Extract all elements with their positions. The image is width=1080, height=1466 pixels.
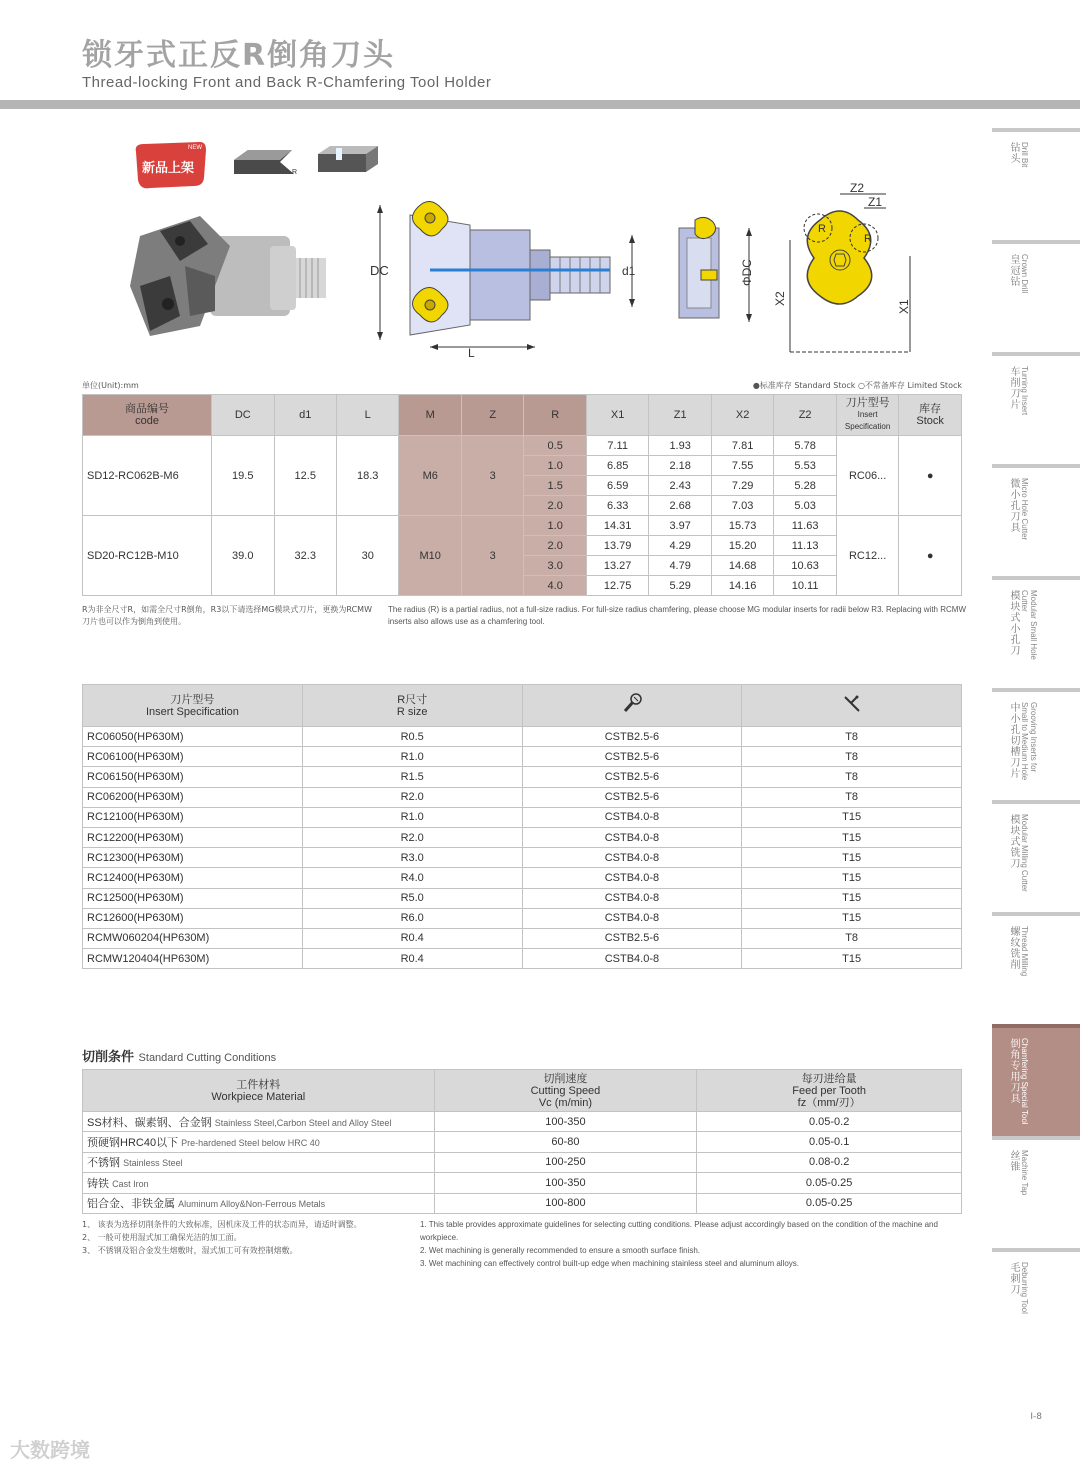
x2-value: 14.68 [711,556,773,576]
insert-profile-icon [316,144,380,174]
chamfer-profile-icon [232,144,298,176]
r-size: R5.0 [302,888,522,908]
z2-value: 5.78 [774,436,836,456]
tool-side-drawing [370,195,650,360]
table-row [83,767,962,787]
side-nav-label-en: Drill Bit [1020,142,1029,168]
stock-value: ● [899,516,962,596]
insert-spec: RC06200(HP630M) [83,787,303,807]
z2-value: 5.28 [774,476,836,496]
r-value: 4.0 [524,576,586,596]
svg-text:X2: X2 [773,291,787,306]
side-nav-label-zh: 模块式小孔刀 [1008,590,1019,656]
cutting-speed: 100-350 [434,1173,697,1193]
material-en: Stainless Steel,Carbon Steel and Alloy Steel [214,1117,392,1128]
feed-per-tooth: 0.05-0.1 [697,1132,962,1152]
workpiece-material [83,1173,435,1193]
material-en: Pre-hardened Steel below HRC 40 [181,1138,320,1149]
r-value: 1.5 [524,476,586,496]
screw-spec: CSTB4.0-8 [522,888,742,908]
r-size: R0.5 [302,727,522,747]
material-zh: 不锈钢 [87,1157,120,1170]
product-code: SD20-RC12B-M10 [83,516,212,596]
side-nav-item[interactable] [992,800,1080,896]
side-nav-label-zh: 模块式铣刀 [1008,814,1019,869]
key-spec: T8 [742,767,962,787]
z1-value: 1.93 [649,436,711,456]
header-x2: X2 [711,395,773,436]
header-divider [0,100,1080,109]
d1-value: 32.3 [274,516,336,596]
z1-value: 3.97 [649,516,711,536]
side-nav-label-en: Grooving Inserts for Small to Medium Hole [1020,702,1038,781]
conditions-notes-zh [82,1218,412,1257]
workpiece-material [83,1112,435,1132]
note-line: 3、 不锈钢及铝合金发生熔敷时，湿式加工可有效控制熔敷。 [82,1246,298,1255]
screw-spec: CSTB4.0-8 [522,807,742,827]
screw-spec: CSTB4.0-8 [522,827,742,847]
svg-text:X1: X1 [897,299,911,314]
svg-text:Z2: Z2 [850,181,865,195]
workpiece-material [83,1193,435,1213]
side-nav-item[interactable] [992,576,1080,672]
key-spec: T15 [742,848,962,868]
svg-text:R: R [292,169,298,176]
side-nav-label-en: Modular Small Hole Cutter [1020,590,1038,660]
unit-label: 单位(Unit):mm [82,381,139,390]
x2-value: 15.20 [711,536,773,556]
header-workpiece: 工件材料 Workpiece Material [83,1070,435,1112]
header-r-size: R尺寸 R size [302,685,522,727]
radius-note-zh: R为非全尺寸R，如需全尺寸R倒角，R3以下请选择MG模块式刀片，更换为RCMW刀片也可以作为倒角到使用。 [82,605,372,626]
x1-value: 13.79 [586,536,648,556]
table-row [83,949,962,969]
cutting-speed: 100-250 [434,1152,697,1172]
insert-spec: RCMW060204(HP630M) [83,928,303,948]
header-r: R [524,395,586,436]
table-row [83,747,962,767]
side-nav-label-en: Micro Hole Cutter [1020,478,1029,541]
note-line: 2. Wet machining is generally recommended to ensure a smooth surface finish. [420,1246,700,1255]
key-spec: T15 [742,949,962,969]
stock-legend: ●标准库存 Standard Stock ○不常备库存 Limited Stock [752,381,962,390]
table-row [83,848,962,868]
x1-value: 6.33 [586,496,648,516]
side-nav-item[interactable] [992,688,1080,784]
table-header-row [83,1070,962,1112]
screw-spec: CSTB4.0-8 [522,848,742,868]
z1-value: 2.68 [649,496,711,516]
note-line: 1、 该表为选择切削条件的大致标准，因机床及工件的状态而异，请适时调整。 [82,1220,362,1229]
feed-per-tooth: 0.05-0.25 [697,1193,962,1213]
svg-text:ΦDC: ΦDC [740,259,754,286]
m-value: M6 [399,436,461,516]
side-nav-item[interactable] [992,1136,1080,1232]
page-header [0,0,1080,110]
header-l: L [336,395,398,436]
badge-text: 新品上架 [142,161,195,176]
table-row [83,908,962,928]
header-z: Z [461,395,523,436]
key-spec: T8 [742,727,962,747]
header-cutting-speed: 切削速度 Cutting Speed Vc (m/min) [434,1070,697,1112]
m-value: M10 [399,516,461,596]
side-nav-label-zh: 螺纹铣削 [1008,926,1019,970]
cutting-speed: 60-80 [434,1132,697,1152]
insert-value: RC12... [836,516,898,596]
side-nav-label-zh: 倒角专用刀具 [1008,1038,1019,1104]
header-m: M [399,395,461,436]
r-value: 2.0 [524,536,586,556]
workpiece-material [83,1132,435,1152]
z2-value: 11.13 [774,536,836,556]
material-zh: SS材料、碳素钢、合金钢 [87,1116,212,1129]
key-spec: T15 [742,827,962,847]
z1-value: 2.43 [649,476,711,496]
header-code: 商品编号 code [83,395,212,436]
key-spec: T8 [742,787,962,807]
page-number: I-8 [1030,1412,1042,1422]
material-en: Aluminum Alloy&Non-Ferrous Metals [178,1199,326,1210]
header-key [742,685,962,727]
insert-spec: RC06050(HP630M) [83,727,303,747]
screw-spec: CSTB2.5-6 [522,767,742,787]
svg-text:Z1: Z1 [868,195,883,209]
side-nav-label-zh: 毛刺刀 [1008,1262,1019,1295]
side-nav-label-zh: 钻头 [1008,142,1019,164]
svg-text:R: R [818,223,826,235]
z1-value: 4.79 [649,556,711,576]
dc-value: 19.5 [212,436,274,516]
r-value: 2.0 [524,496,586,516]
side-nav-label-en: Crown Drill [1020,254,1029,294]
header-feed: 每刃进给量 Feed per Tooth fz（mm/刃） [697,1070,962,1112]
insert-spec: RC06150(HP630M) [83,767,303,787]
header-z2: Z2 [774,395,836,436]
x2-value: 7.03 [711,496,773,516]
screw-spec: CSTB4.0-8 [522,868,742,888]
svg-text:DC: DC [370,263,389,278]
tool-section-drawing [665,210,775,335]
x2-value: 14.16 [711,576,773,596]
side-nav-item[interactable] [992,912,1080,1008]
r-size: R3.0 [302,848,522,868]
side-nav-label-zh: 丝锥 [1008,1150,1019,1172]
z2-value: 5.53 [774,456,836,476]
side-nav-label-en: Deburring Tool [1020,1262,1029,1314]
r-size: R2.0 [302,787,522,807]
screw-spec: CSTB4.0-8 [522,908,742,928]
screw-icon [621,693,643,715]
r-size: R0.4 [302,928,522,948]
insert-dimension-drawing [760,180,920,360]
table-row [83,1193,962,1213]
z1-value: 5.29 [649,576,711,596]
header-screw [522,685,742,727]
r-size: R6.0 [302,908,522,928]
insert-spec: RC12600(HP630M) [83,908,303,928]
table-row [83,868,962,888]
screw-spec: CSTB2.5-6 [522,928,742,948]
radius-note-en: The radius (R) is a partial radius, not a full-size radius. For full-size radius chamfering, please choose MG modular inserts for radii below R3. Replacing with RCMW inserts also allows use as a chamfering tool. [388,605,966,626]
side-nav-item[interactable] [992,464,1080,560]
workpiece-material [83,1152,435,1172]
r-size: R0.4 [302,949,522,969]
header-insert: 刀片型号 Insert Specification [836,395,898,436]
insert-spec: RC12100(HP630M) [83,807,303,827]
x1-value: 6.59 [586,476,648,496]
screw-spec: CSTB2.5-6 [522,727,742,747]
side-nav-item[interactable] [992,128,1080,224]
r-size: R2.0 [302,827,522,847]
key-spec: T15 [742,807,962,827]
z1-value: 2.18 [649,456,711,476]
key-spec: T15 [742,868,962,888]
side-nav-item[interactable] [992,1248,1080,1344]
material-en: Cast Iron [112,1178,149,1189]
z2-value: 10.11 [774,576,836,596]
note-line: 2、 一般可使用湿式加工确保光洁的加工面。 [82,1233,242,1242]
l-value: 30 [336,516,398,596]
insert-spec: RC06100(HP630M) [83,747,303,767]
table-row [83,436,962,456]
feed-per-tooth: 0.05-0.25 [697,1173,962,1193]
material-zh: 预硬钢HRC40以下 [87,1137,179,1150]
insert-spec: RC12400(HP630M) [83,868,303,888]
table-header-row [83,395,962,436]
table-row [83,807,962,827]
header-z1: Z1 [649,395,711,436]
table-row [83,827,962,847]
table-row [83,787,962,807]
insert-spec: RC12300(HP630M) [83,848,303,868]
x1-value: 7.11 [586,436,648,456]
z-value: 3 [461,436,523,516]
cutting-speed: 100-350 [434,1112,697,1132]
x1-value: 12.75 [586,576,648,596]
product-code: SD12-RC062B-M6 [83,436,212,516]
table-row [83,727,962,747]
r-value: 1.0 [524,516,586,536]
z-value: 3 [461,516,523,596]
material-en: Stainless Steel [123,1158,183,1169]
z1-value: 4.29 [649,536,711,556]
x1-value: 13.27 [586,556,648,576]
svg-text:R: R [864,233,872,245]
side-nav-label-zh: 皇冠钻 [1008,254,1019,287]
svg-text:L: L [468,346,475,360]
conditions-notes-en [420,1218,965,1270]
badge-new-text: NEW [188,145,202,151]
table-row [83,1132,962,1152]
side-nav-item[interactable] [992,352,1080,448]
dc-value: 39.0 [212,516,274,596]
side-nav-label-en: Thread Milling [1020,926,1029,977]
header-d1: d1 [274,395,336,436]
side-nav-item[interactable] [992,1024,1080,1136]
table-row [83,1112,962,1132]
side-nav-label-en: Modular Milling Cutter [1020,814,1029,892]
x2-value: 15.73 [711,516,773,536]
side-nav-label-zh: 微小孔刀具 [1008,478,1019,533]
cutting-speed: 100-800 [434,1193,697,1213]
x2-value: 7.55 [711,456,773,476]
r-size: R1.0 [302,807,522,827]
header-x1: X1 [586,395,648,436]
key-spec: T15 [742,888,962,908]
header-dc: DC [212,395,274,436]
x2-value: 7.81 [711,436,773,456]
r-size: R1.0 [302,747,522,767]
screw-spec: CSTB4.0-8 [522,949,742,969]
table-header-row [83,685,962,727]
cutting-conditions-table [82,1069,962,1214]
feed-per-tooth: 0.05-0.2 [697,1112,962,1132]
material-zh: 铸铁 [87,1177,109,1190]
z2-value: 5.03 [774,496,836,516]
product-spec-table [82,394,962,596]
insert-table [82,684,962,969]
key-spec: T15 [742,908,962,928]
key-spec: T8 [742,747,962,767]
d1-value: 12.5 [274,436,336,516]
page-subtitle: Thread-locking Front and Back R-Chamfering Tool Holder [82,74,492,91]
table-row [83,1152,962,1172]
insert-value: RC06... [836,436,898,516]
insert-spec: RC12200(HP630M) [83,827,303,847]
z2-value: 11.63 [774,516,836,536]
r-size: R4.0 [302,868,522,888]
header-insert-spec: 刀片型号 Insert Specification [83,685,303,727]
table-row [83,1173,962,1193]
header-stock: 库存 Stock [899,395,962,436]
side-nav-label-en: Chamfering Special Tool [1020,1038,1029,1125]
torx-key-icon [841,693,863,715]
watermark: 大数跨境 [10,1438,90,1462]
key-spec: T8 [742,928,962,948]
conditions-title: 切削条件 Standard Cutting Conditions [82,1050,277,1065]
z2-value: 10.63 [774,556,836,576]
note-line: 3. Wet machining can effectively control built-up edge when machining stainless steel and aluminum alloys. [420,1259,800,1268]
material-zh: 铝合金、非铁金属 [87,1198,175,1211]
r-value: 1.0 [524,456,586,476]
feed-per-tooth: 0.08-0.2 [697,1152,962,1172]
new-product-badge [130,140,208,192]
r-size: R1.5 [302,767,522,787]
stock-value: ● [899,436,962,516]
l-value: 18.3 [336,436,398,516]
side-nav-item[interactable] [992,240,1080,336]
x2-value: 7.29 [711,476,773,496]
screw-spec: CSTB2.5-6 [522,747,742,767]
table-row [83,516,962,536]
r-value: 3.0 [524,556,586,576]
tool-holder-photo [120,206,335,346]
side-nav-label-en: Machine Tap [1020,1150,1029,1196]
x1-value: 6.85 [586,456,648,476]
side-nav-label-zh: 中小孔切槽刀片 [1008,702,1019,779]
insert-spec: RCMW120404(HP630M) [83,949,303,969]
page-title: 锁牙式正反R倒角刀头 [82,38,396,73]
note-line: 1. This table provides approximate guidelines for selecting cutting conditions. Please adjust accordingly based on the condition of the machine and workpiece. [420,1220,938,1242]
x1-value: 14.31 [586,516,648,536]
table-row [83,928,962,948]
insert-spec: RC12500(HP630M) [83,888,303,908]
side-nav-label-zh: 车削刀片 [1008,366,1019,410]
table-row [83,888,962,908]
screw-spec: CSTB2.5-6 [522,787,742,807]
r-value: 0.5 [524,436,586,456]
side-nav-label-en: Turning Insert [1020,366,1029,416]
svg-text:d1: d1 [622,264,636,278]
